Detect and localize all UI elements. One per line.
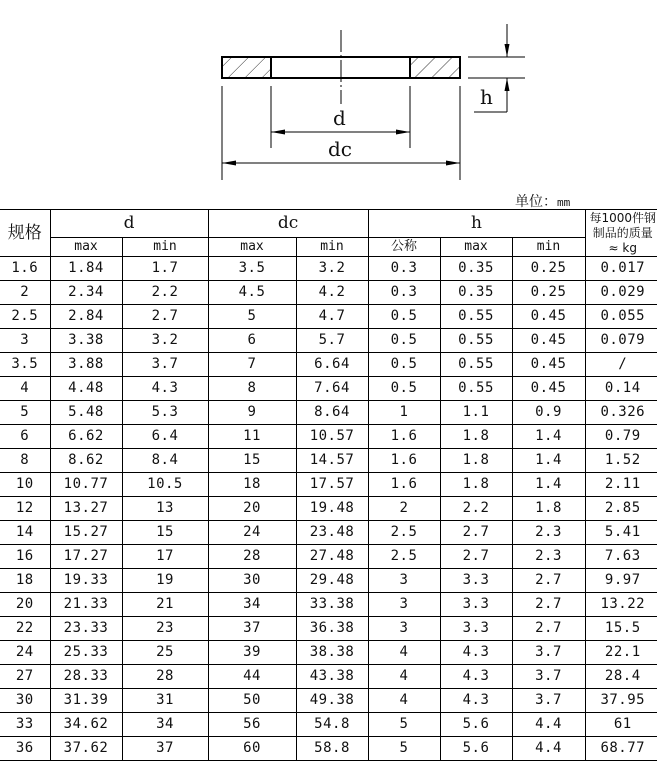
- cell-h-nominal: 5: [368, 713, 440, 737]
- label-d: d: [333, 106, 346, 130]
- cell-dc-min: 23.48: [296, 521, 368, 545]
- header-d-min: min: [122, 238, 208, 257]
- cell-d-min: 4.3: [122, 377, 208, 401]
- cell-dc-min: 17.57: [296, 473, 368, 497]
- cell-dc-max: 50: [208, 689, 296, 713]
- cell-d-max: 28.33: [50, 665, 122, 689]
- cell-h-nominal: 0.5: [368, 329, 440, 353]
- cell-dc-max: 15: [208, 449, 296, 473]
- cell-d-max: 31.39: [50, 689, 122, 713]
- cell-d-min: 13: [122, 497, 208, 521]
- cell-dc-min: 33.38: [296, 593, 368, 617]
- cell-d-max: 21.33: [50, 593, 122, 617]
- cell-h-min: 0.25: [512, 281, 585, 305]
- cell-h-nominal: 2.5: [368, 521, 440, 545]
- cell-spec: 5: [0, 401, 50, 425]
- cell-h-nominal: 0.5: [368, 353, 440, 377]
- cell-d-max: 25.33: [50, 641, 122, 665]
- table-row: [0, 473, 657, 497]
- cell-d-max: 17.27: [50, 545, 122, 569]
- cell-mass: 68.77: [585, 737, 657, 761]
- cell-d-min: 23: [122, 617, 208, 641]
- cell-h-nominal: 4: [368, 641, 440, 665]
- cell-d-min: 2.7: [122, 305, 208, 329]
- cell-h-nominal: 2: [368, 497, 440, 521]
- cell-h-min: 2.7: [512, 569, 585, 593]
- cell-mass: 13.22: [585, 593, 657, 617]
- cell-h-max: 1.1: [440, 401, 512, 425]
- cell-h-max: 0.55: [440, 377, 512, 401]
- cell-dc-min: 43.38: [296, 665, 368, 689]
- cell-h-min: 0.45: [512, 377, 585, 401]
- cell-spec: 22: [0, 617, 50, 641]
- table-row: [0, 665, 657, 689]
- header-mass: [585, 210, 657, 257]
- cell-h-nominal: 1: [368, 401, 440, 425]
- cell-h-max: 0.55: [440, 329, 512, 353]
- cell-spec: 8: [0, 449, 50, 473]
- cell-d-max: 3.38: [50, 329, 122, 353]
- cell-dc-min: 4.7: [296, 305, 368, 329]
- cell-dc-min: 6.64: [296, 353, 368, 377]
- cell-spec: 16: [0, 545, 50, 569]
- cell-h-nominal: 5: [368, 737, 440, 761]
- cell-dc-max: 60: [208, 737, 296, 761]
- cell-dc-min: 19.48: [296, 497, 368, 521]
- cell-h-nominal: 4: [368, 689, 440, 713]
- table-row: [0, 305, 657, 329]
- table-row: [0, 641, 657, 665]
- mass-line-3: ≈ kg: [608, 241, 637, 255]
- cell-h-nominal: 0.3: [368, 257, 440, 281]
- header-spec: 规格: [0, 210, 50, 257]
- cell-spec: 18: [0, 569, 50, 593]
- cell-spec: 1.6: [0, 257, 50, 281]
- cell-h-min: 1.4: [512, 473, 585, 497]
- cell-spec: 36: [0, 737, 50, 761]
- cell-h-max: 2.7: [440, 545, 512, 569]
- cell-h-min: 3.7: [512, 665, 585, 689]
- cell-mass: /: [585, 353, 657, 377]
- cell-h-nominal: 4: [368, 665, 440, 689]
- cell-dc-max: 39: [208, 641, 296, 665]
- header-dc-max: max: [208, 238, 296, 257]
- cell-h-nominal: 0.5: [368, 377, 440, 401]
- table-row: [0, 713, 657, 737]
- cell-d-min: 34: [122, 713, 208, 737]
- cell-d-min: 8.4: [122, 449, 208, 473]
- cell-mass: 0.029: [585, 281, 657, 305]
- cell-d-min: 1.7: [122, 257, 208, 281]
- cell-d-max: 13.27: [50, 497, 122, 521]
- cell-mass: 9.97: [585, 569, 657, 593]
- table-row: [0, 329, 657, 353]
- cell-mass: 7.63: [585, 545, 657, 569]
- cell-h-min: 4.4: [512, 737, 585, 761]
- cell-d-max: 3.88: [50, 353, 122, 377]
- cell-spec: 27: [0, 665, 50, 689]
- cell-mass: 0.326: [585, 401, 657, 425]
- cell-spec: 30: [0, 689, 50, 713]
- cell-h-max: 4.3: [440, 665, 512, 689]
- cell-d-min: 3.7: [122, 353, 208, 377]
- cell-dc-min: 4.2: [296, 281, 368, 305]
- cell-d-min: 5.3: [122, 401, 208, 425]
- mass-line-1: 每1000件钢: [589, 211, 657, 225]
- cell-dc-max: 3.5: [208, 257, 296, 281]
- cell-d-max: 34.62: [50, 713, 122, 737]
- cell-dc-min: 54.8: [296, 713, 368, 737]
- cell-spec: 3.5: [0, 353, 50, 377]
- cell-dc-max: 5: [208, 305, 296, 329]
- cell-h-min: 0.45: [512, 353, 585, 377]
- table-row: [0, 521, 657, 545]
- table-row: [0, 425, 657, 449]
- cell-dc-min: 8.64: [296, 401, 368, 425]
- washer-cross-section-svg: [0, 0, 657, 190]
- table-row: [0, 737, 657, 761]
- cell-h-max: 0.35: [440, 257, 512, 281]
- cell-spec: 3: [0, 329, 50, 353]
- cell-dc-max: 44: [208, 665, 296, 689]
- cell-d-max: 19.33: [50, 569, 122, 593]
- cell-h-min: 0.45: [512, 305, 585, 329]
- cell-h-max: 3.3: [440, 569, 512, 593]
- label-h: h: [480, 85, 493, 109]
- cell-d-max: 15.27: [50, 521, 122, 545]
- unit-label: 单位：: [515, 194, 557, 210]
- table-row: [0, 377, 657, 401]
- cell-mass: 0.079: [585, 329, 657, 353]
- cell-h-nominal: 1.6: [368, 449, 440, 473]
- cell-h-max: 1.8: [440, 449, 512, 473]
- cell-dc-max: 56: [208, 713, 296, 737]
- cell-h-max: 5.6: [440, 737, 512, 761]
- cell-mass: 28.4: [585, 665, 657, 689]
- cell-h-max: 5.6: [440, 713, 512, 737]
- cell-d-min: 2.2: [122, 281, 208, 305]
- header-h: h: [368, 210, 585, 238]
- cell-dc-min: 10.57: [296, 425, 368, 449]
- cell-mass: 5.41: [585, 521, 657, 545]
- cell-spec: 20: [0, 593, 50, 617]
- cell-mass: 61: [585, 713, 657, 737]
- cell-d-min: 10.5: [122, 473, 208, 497]
- unit-note: [515, 191, 570, 211]
- cell-h-max: 3.3: [440, 593, 512, 617]
- table-row: [0, 545, 657, 569]
- cell-dc-max: 30: [208, 569, 296, 593]
- cell-dc-max: 18: [208, 473, 296, 497]
- cell-h-min: 2.3: [512, 521, 585, 545]
- cell-spec: 14: [0, 521, 50, 545]
- cell-mass: 0.14: [585, 377, 657, 401]
- cell-d-min: 6.4: [122, 425, 208, 449]
- cell-dc-max: 11: [208, 425, 296, 449]
- cell-spec: 4: [0, 377, 50, 401]
- cell-spec: 33: [0, 713, 50, 737]
- cell-dc-min: 27.48: [296, 545, 368, 569]
- header-dc-min: min: [296, 238, 368, 257]
- header-d: d: [50, 210, 208, 238]
- cell-h-nominal: 0.5: [368, 305, 440, 329]
- cell-dc-max: 9: [208, 401, 296, 425]
- cell-h-min: 3.7: [512, 641, 585, 665]
- cell-dc-min: 5.7: [296, 329, 368, 353]
- table-row: [0, 497, 657, 521]
- cell-d-max: 5.48: [50, 401, 122, 425]
- cell-mass: 2.85: [585, 497, 657, 521]
- cell-h-max: 0.35: [440, 281, 512, 305]
- cell-mass: 37.95: [585, 689, 657, 713]
- cell-d-min: 19: [122, 569, 208, 593]
- mass-line-2: 制品的质量: [592, 226, 653, 240]
- header-d-max: max: [50, 238, 122, 257]
- cell-h-min: 2.7: [512, 593, 585, 617]
- cell-dc-max: 20: [208, 497, 296, 521]
- cell-h-min: 0.25: [512, 257, 585, 281]
- cell-dc-max: 24: [208, 521, 296, 545]
- cell-h-min: 4.4: [512, 713, 585, 737]
- table-row: [0, 401, 657, 425]
- cell-spec: 2.5: [0, 305, 50, 329]
- cell-h-max: 2.7: [440, 521, 512, 545]
- table-row: [0, 281, 657, 305]
- cell-h-min: 2.7: [512, 617, 585, 641]
- cell-spec: 6: [0, 425, 50, 449]
- cell-h-max: 2.2: [440, 497, 512, 521]
- cell-dc-min: 49.38: [296, 689, 368, 713]
- cell-d-min: 21: [122, 593, 208, 617]
- cell-mass: 0.055: [585, 305, 657, 329]
- cell-d-max: 6.62: [50, 425, 122, 449]
- cell-d-max: 2.84: [50, 305, 122, 329]
- header-h-max: max: [440, 238, 512, 257]
- cell-h-min: 3.7: [512, 689, 585, 713]
- cell-mass: 0.017: [585, 257, 657, 281]
- cell-dc-min: 14.57: [296, 449, 368, 473]
- cell-h-min: 1.4: [512, 425, 585, 449]
- cell-dc-min: 38.38: [296, 641, 368, 665]
- cell-dc-min: 3.2: [296, 257, 368, 281]
- cell-h-nominal: 1.6: [368, 473, 440, 497]
- cell-spec: 10: [0, 473, 50, 497]
- cell-dc-min: 36.38: [296, 617, 368, 641]
- washer-drawing: [0, 0, 657, 190]
- cell-h-max: 4.3: [440, 689, 512, 713]
- header-h-nominal: 公称: [368, 238, 440, 257]
- cell-spec: 12: [0, 497, 50, 521]
- cell-mass: 2.11: [585, 473, 657, 497]
- cell-h-nominal: 0.3: [368, 281, 440, 305]
- cell-h-nominal: 2.5: [368, 545, 440, 569]
- cell-d-max: 8.62: [50, 449, 122, 473]
- cell-h-nominal: 3: [368, 617, 440, 641]
- cell-dc-max: 34: [208, 593, 296, 617]
- washer-spec-table: [0, 209, 657, 761]
- table-body: [0, 257, 657, 761]
- cell-d-min: 3.2: [122, 329, 208, 353]
- cell-d-min: 31: [122, 689, 208, 713]
- cell-d-max: 23.33: [50, 617, 122, 641]
- cell-d-min: 15: [122, 521, 208, 545]
- cell-h-min: 2.3: [512, 545, 585, 569]
- table-row: [0, 353, 657, 377]
- cell-dc-max: 7: [208, 353, 296, 377]
- header-h-min: min: [512, 238, 585, 257]
- label-dc: dc: [328, 137, 353, 161]
- cell-d-max: 4.48: [50, 377, 122, 401]
- cell-spec: 2: [0, 281, 50, 305]
- cell-h-nominal: 3: [368, 593, 440, 617]
- cell-mass: 1.52: [585, 449, 657, 473]
- table-row: [0, 449, 657, 473]
- cell-dc-max: 37: [208, 617, 296, 641]
- table-row: [0, 593, 657, 617]
- cell-dc-min: 7.64: [296, 377, 368, 401]
- cell-dc-min: 29.48: [296, 569, 368, 593]
- cell-d-max: 10.77: [50, 473, 122, 497]
- cell-h-max: 1.8: [440, 425, 512, 449]
- cell-mass: 0.79: [585, 425, 657, 449]
- cell-d-min: 17: [122, 545, 208, 569]
- header-dc: dc: [208, 210, 368, 238]
- table-row: [0, 257, 657, 281]
- cell-h-min: 0.45: [512, 329, 585, 353]
- cell-h-max: 3.3: [440, 617, 512, 641]
- cell-h-min: 1.4: [512, 449, 585, 473]
- cell-h-max: 1.8: [440, 473, 512, 497]
- cell-d-max: 2.34: [50, 281, 122, 305]
- cell-h-max: 0.55: [440, 353, 512, 377]
- table-row: [0, 617, 657, 641]
- cell-h-nominal: 1.6: [368, 425, 440, 449]
- cell-d-max: 37.62: [50, 737, 122, 761]
- cell-d-min: 37: [122, 737, 208, 761]
- cell-h-min: 1.8: [512, 497, 585, 521]
- cell-dc-max: 4.5: [208, 281, 296, 305]
- cell-h-min: 0.9: [512, 401, 585, 425]
- cell-d-max: 1.84: [50, 257, 122, 281]
- cell-dc-max: 28: [208, 545, 296, 569]
- cell-h-nominal: 3: [368, 569, 440, 593]
- cell-dc-max: 8: [208, 377, 296, 401]
- unit-value: mm: [557, 196, 571, 209]
- table-row: [0, 569, 657, 593]
- cell-h-max: 4.3: [440, 641, 512, 665]
- cell-dc-max: 6: [208, 329, 296, 353]
- cell-spec: 24: [0, 641, 50, 665]
- cell-h-max: 0.55: [440, 305, 512, 329]
- cell-mass: 22.1: [585, 641, 657, 665]
- cell-d-min: 28: [122, 665, 208, 689]
- cell-dc-min: 58.8: [296, 737, 368, 761]
- cell-d-min: 25: [122, 641, 208, 665]
- table-row: [0, 689, 657, 713]
- cell-mass: 15.5: [585, 617, 657, 641]
